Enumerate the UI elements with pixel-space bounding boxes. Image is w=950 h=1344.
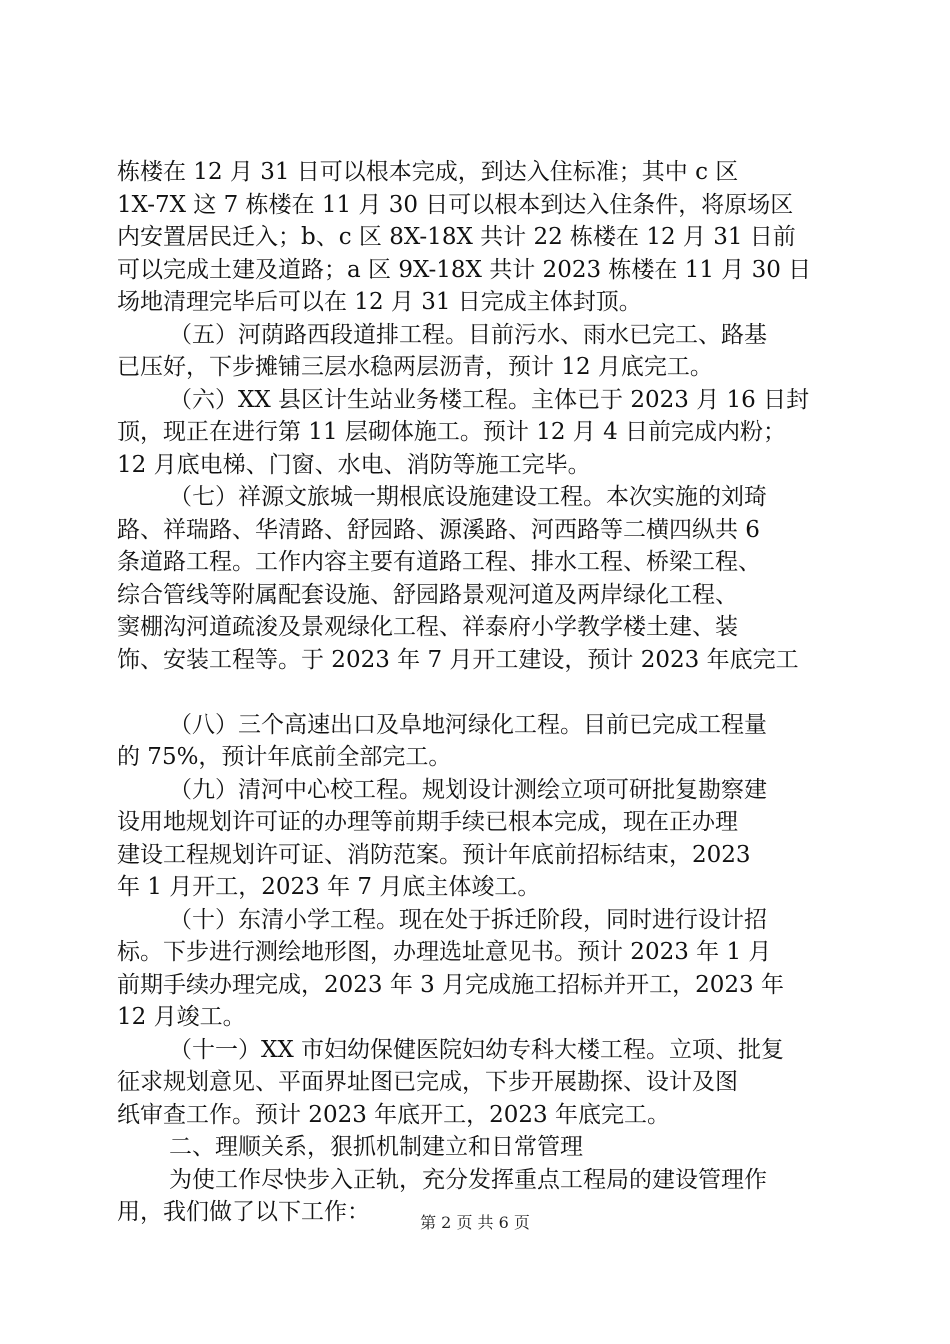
text-line: 栋楼在 12 月 31 日可以根本完成，到达入住标准；其中 c 区 (117, 159, 739, 185)
text-line: 年 1 月开工，2023 年 7 月底主体竣工。 (117, 874, 541, 900)
paragraph-start-line: （八）三个高速出口及阜地河绿化工程。目前已完成工程量 (169, 711, 767, 738)
text-line: 条道路工程。工作内容主要有道路工程、排水工程、桥梁工程、 (117, 549, 761, 575)
text-line: 场地清理完毕后可以在 12 月 31 日完成主体封顶。 (117, 289, 642, 315)
paragraph-start-line: （七）祥源文旅城一期根底设施建设工程。本次实施的刘琦 (169, 484, 767, 510)
paragraph-start-line: （九）清河中心校工程。规划设计测绘立项可研批复勘察建 (169, 776, 767, 803)
text-line: 前期手续办理完成，2023 年 3 月完成施工招标并开工，2023 年 (117, 971, 784, 998)
text-line: 1X-7X 这 7 栋楼在 11 月 30 日可以根本到达入住条件，将原场区 (117, 191, 794, 218)
text-line: 的 75%，预计年底前全部完工。 (117, 744, 452, 770)
text-line: 路、祥瑞路、华清路、舒园路、源溪路、河西路等二横四纵共 6 (117, 516, 760, 543)
paragraph-start-line: （十一）XX 市妇幼保健医院妇幼专科大楼工程。立项、批复 (169, 1036, 785, 1063)
text-line: 饰、安装工程等。于 2023 年 7 月开工建设，预计 2023 年底完工 (117, 646, 799, 673)
text-line: 顶，现正在进行第 11 层砌体施工。预计 12 月 4 日前完成内粉； (117, 419, 787, 445)
text-line: 标。下步进行测绘地形图，办理选址意见书。预计 2023 年 1 月 (117, 939, 772, 965)
blank-line (117, 676, 837, 709)
section-heading: 二、理顺关系，狠抓机制建立和日常管理 (169, 1134, 583, 1160)
text-line: 建设工程规划许可证、消防范案。预计年底前招标结束，2023 (117, 841, 751, 868)
document-body (117, 156, 837, 1229)
page-number-footer: 第 2 页 共 6 页 (420, 1213, 530, 1232)
paragraph-start-line: （十）东清小学工程。现在处于拆迁阶段，同时进行设计招 (169, 906, 767, 933)
paragraph-start-line: 为使工作尽快步入正轨，充分发挥重点工程局的建设管理作 (169, 1166, 767, 1193)
text-line: 设用地规划许可证的办理等前期手续已根本完成，现在正办理 (117, 809, 738, 835)
text-line: 窦棚沟河道疏浚及景观绿化工程、祥泰府小学教学楼土建、装 (117, 614, 738, 640)
text-line: 12 月竣工。 (117, 1004, 246, 1030)
text-line: 综合管线等附属配套设施、舒园路景观河道及两岸绿化工程、 (117, 581, 738, 608)
text-line: 内安置居民迁入；b、c 区 8X-18X 共计 22 栋楼在 12 月 31 日前 (117, 224, 796, 250)
text-line: 征求规划意见、平面界址图已完成，下步开展勘探、设计及图 (117, 1069, 738, 1095)
text-line: 可以完成土建及道路；a 区 9X-18X 共计 2023 栋楼在 11 月 30 日 (117, 256, 812, 283)
text-line: 已压好，下步摊铺三层水稳两层沥青，预计 12 月底完工。 (117, 354, 713, 380)
paragraph-start-line: （六）XX 县区计生站业务楼工程。主体已于 2023 月 16 日封 (169, 386, 810, 413)
paragraph-start-line: （五）河荫路西段道排工程。目前污水、雨水已完工、路基 (169, 321, 767, 348)
text-line: 纸审查工作。预计 2023 年底开工，2023 年底完工。 (117, 1101, 670, 1128)
text-line: 12 月底电梯、门窗、水电、消防等施工完毕。 (117, 451, 591, 478)
text-line: 用，我们做了以下工作： (117, 1199, 370, 1225)
